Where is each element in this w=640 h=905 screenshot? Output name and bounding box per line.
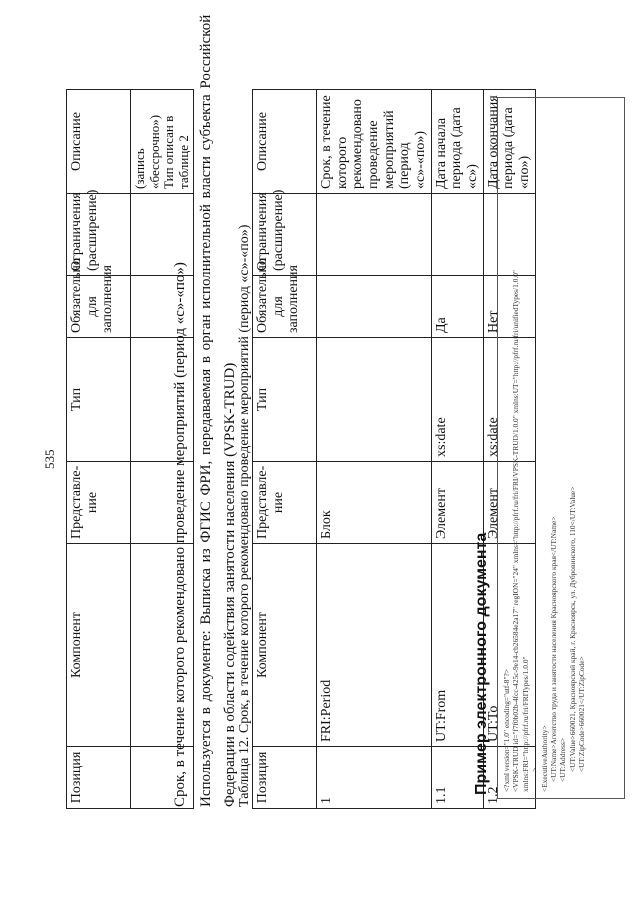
col-header-type: Тип (253, 338, 317, 462)
col-header-required: Обязательно для заполнения (253, 276, 317, 338)
cell-position: 1 (317, 747, 432, 809)
cell-description: Срок, в течение которого рекомендовано проведение мероприятий (период «с»-«по») (317, 90, 432, 194)
col-header-required: Обязательно для заполнения (67, 276, 131, 338)
cell-representation: Блок (317, 462, 432, 544)
col-header-component: Компонент (67, 544, 131, 747)
cell-required: Нет (483, 276, 535, 338)
usage-text-continued: Федерации в области содействия занятости населения (VPSK-TRUD) (222, 362, 238, 807)
cell-component: UT:From (431, 544, 483, 747)
col-header-restrictions: Ограничения (расширение) (67, 194, 131, 276)
cell-position: 1.1 (431, 747, 483, 809)
cell-representation: Элемент (431, 462, 483, 544)
table-12 (252, 89, 536, 809)
cell-required (317, 276, 432, 338)
cell-restrictions (431, 194, 483, 276)
cell-representation: Элемент (483, 462, 535, 544)
xml-line: <VPSK-TRUD id="f7f0b02b-4fcc-425c-9e14-cb26584e2a17" regION="24" xmlns="http://pfrf.ru/fri/FRI/VPSK-TRUD/1.0.0" xmlns:UT="http://pfrf.ru/fri/unifiedTypes/1.0.0" (511, 270, 521, 792)
table-header-row (67, 90, 131, 809)
col-header-position: Позиция (253, 747, 317, 809)
cell-type (317, 338, 432, 462)
cell-description: (запись «бессрочно») Тип описан в таблице 2 (131, 90, 194, 194)
cell-type: xs:date (483, 338, 535, 462)
xml-line: > (530, 767, 540, 772)
cell-position: 1.2 (483, 747, 535, 809)
usage-text: Используется в документе: Выписка из ФГИС ФРИ, передаваемая в орган исполнительной власти субъекта Российской (198, 14, 214, 807)
col-header-description: Описание (67, 90, 131, 194)
xml-line: <UT:Name>Агентство труда и занятости населения Красноярского края</UT:Name> (549, 516, 559, 782)
col-header-representation: Представле-ние (67, 462, 131, 544)
cell-type: xs:date (431, 338, 483, 462)
xml-line: <UT:Value>660021, Красноярский край, г. Красноярск, ул. Дубровинского, 110</UT:Value> (567, 486, 577, 772)
page-number: 535 (42, 449, 57, 469)
table-caption: Таблица 12. Срок, в течение которого рекомендовано проведение мероприятий (период «с»-«по») (237, 224, 252, 807)
xml-line: <UT:Address> (558, 737, 568, 782)
cell-component: FRI:Period (317, 544, 432, 747)
col-header-restrictions: Ограничения (расширение) (253, 194, 317, 276)
cell-required: Да (431, 276, 483, 338)
col-header-description: Описание (253, 90, 317, 194)
xml-line: <UT:ZipCode>660021</UT:ZipCode> (577, 656, 587, 772)
table-header-row (253, 90, 317, 809)
section-heading: Срок, в течение которого рекомендовано проведение мероприятий (период «с»-«по») (172, 262, 188, 807)
xml-line: <ExecutiveAuthority> (539, 725, 549, 792)
col-header-position: Позиция (67, 747, 131, 809)
xml-line: <?xml version="1.0" encoding="utf-8"?> (502, 669, 511, 792)
cell-restrictions (317, 194, 432, 276)
cell-description: Дата начала периода (дата «с») (431, 90, 483, 194)
example-heading: Пример электронного документа (473, 532, 490, 795)
col-header-type: Тип (67, 338, 131, 462)
xml-line: xmlns:FRI="http://pfrf.ru/fri/FRITypes/1.0.0" (520, 656, 530, 792)
col-header-component: Компонент (253, 544, 317, 747)
col-header-representation: Представле-ние (253, 462, 317, 544)
table-row (317, 90, 432, 809)
xml-example-box (497, 97, 625, 799)
cell-description: Дата окончания периода (дата «по») (483, 90, 535, 194)
cell-component: UT:To (483, 544, 535, 747)
